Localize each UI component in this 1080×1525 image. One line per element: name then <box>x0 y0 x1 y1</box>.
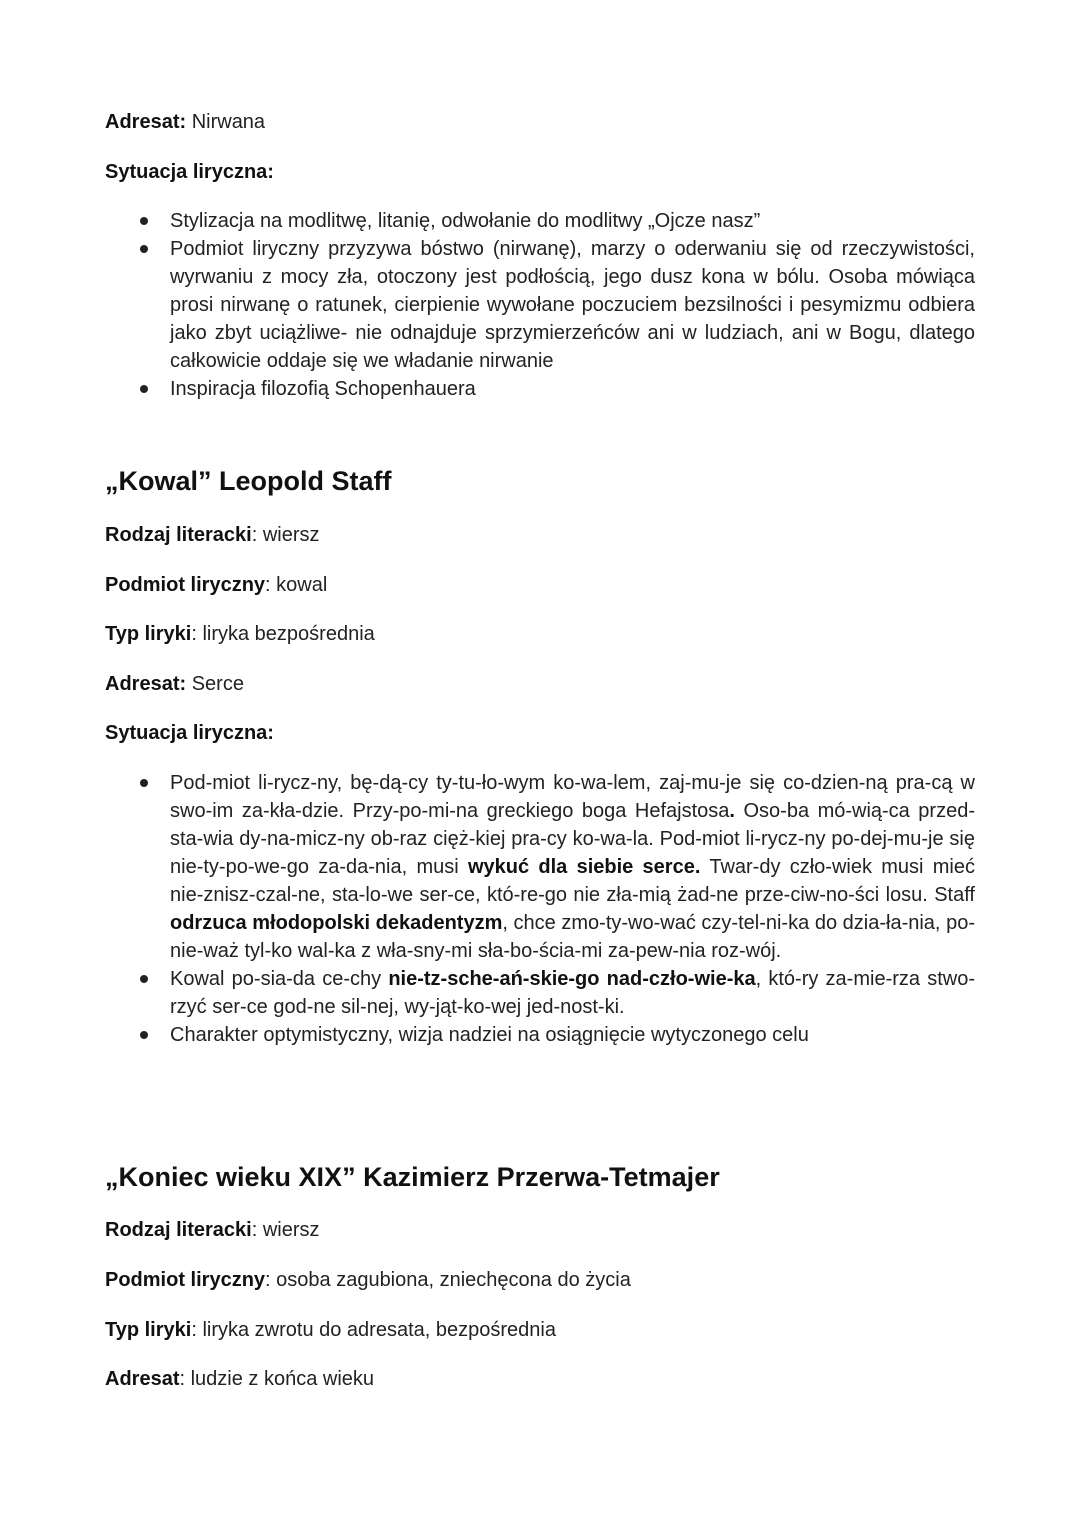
list-item: Charakter optymistyczny, wizja nadziei na osiągnięcie wytyczonego celu <box>105 1021 975 1049</box>
adresat-field <box>105 108 265 136</box>
podmiot-label: Podmiot liryczny <box>105 1269 266 1291</box>
koniec-rodzaj-field <box>105 1216 320 1244</box>
list-item: Inspiracja filozofią Schopenhauera <box>105 375 975 403</box>
kowal-typ-field <box>105 620 375 648</box>
sytuacja-label: Sytuacja liryczna: <box>105 722 274 744</box>
koniec-typ-field <box>105 1316 556 1344</box>
podmiot-value: : kowal <box>265 574 328 596</box>
koniec-adresat-field <box>105 1365 374 1393</box>
adresat-value: : ludzie z końca wieku <box>179 1368 375 1390</box>
rodzaj-value: : wiersz <box>251 1219 320 1241</box>
list-item: Kowal po-sia-da ce-chy nie-tz-sche-ań-skie-go nad-czło-wie-ka, któ-ry za-mie-rza stwo-rzyć ser-ce god-ne sil-nej, wy-jąt-ko-wej jed-nost-ki. <box>105 965 975 1021</box>
section-title-koniec: „Koniec wieku XIX” Kazimierz Przerwa-Tetmajer <box>105 1162 720 1192</box>
typ-value: : liryka bezpośrednia <box>191 623 375 645</box>
adresat-label: Adresat: <box>105 111 187 133</box>
kowal-adresat-field <box>105 670 244 698</box>
section-title-kowal: „Kowal” Leopold Staff <box>105 466 392 496</box>
podmiot-label: Podmiot liryczny <box>105 574 266 596</box>
kowal-sytuacja-heading <box>105 719 274 747</box>
list-item: Podmiot liryczny przyzywa bóstwo (nirwanę), marzy o oderwaniu się od rzeczywistości, wyrwaniu z mocy zła, otoczony jest podłością, jego dusz kona w bólu. Osoba mówiąca prosi nirwanę o ratunek, cierpienie wywołane poczuciem bezsilności i pesymizmu odbiera jako zbyt uciążliwe- nie odnajduje sprzymierzeńców ani w ludziach, ani w Bogu, dlatego całkowicie oddaje się we władanie nirwanie <box>105 235 975 375</box>
sytuacja-heading <box>105 158 274 186</box>
adresat-value: Nirwana <box>186 111 266 133</box>
rodzaj-label: Rodzaj literacki <box>105 524 252 546</box>
rodzaj-label: Rodzaj literacki <box>105 1219 252 1241</box>
kowal-sytuacja-list <box>105 769 975 1049</box>
adresat-label: Adresat <box>105 1368 180 1390</box>
typ-label: Typ liryki <box>105 623 192 645</box>
koniec-podmiot-field <box>105 1266 631 1294</box>
adresat-label: Adresat: <box>105 673 187 695</box>
kowal-rodzaj-field <box>105 521 320 549</box>
list-item: Pod-miot li-rycz-ny, bę-dą-cy ty-tu-ło-wym ko-wa-lem, zaj-mu-je się co-dzien-ną pra-cą w swo-im za-kła-dzie. Przy-po-mi-na greckiego boga Hefajstosa. Oso-ba mó-wią-ca przed-sta-wia dy-na-micz-ny ob-raz cięż-kiej pra-cy ko-wa-la. Pod-miot li-rycz-ny po-dej-mu-je się nie-ty-po-we-go za-da-nia, musi wykuć dla siebie serce. Twar-dy czło-wiek musi mieć nie-znisz-czal-ne, sta-lo-we ser-ce, któ-re-go nie zła-mią żad-ne prze-ciw-no-ści losu. Staff odrzuca młodopolski dekadentyzm, chce zmo-ty-wo-wać czy-tel-ni-ka do dzia-ła-nia, po-nie-waż tyl-ko wal-ka z wła-sny-mi sła-bo-ścia-mi za-pew-nia roz-wój. <box>105 769 975 965</box>
typ-value: : liryka zwrotu do adresata, bezpośrednia <box>191 1319 556 1341</box>
kowal-podmiot-field <box>105 571 327 599</box>
podmiot-value: : osoba zagubiona, zniechęcona do życia <box>265 1269 631 1291</box>
adresat-value: Serce <box>186 673 244 695</box>
typ-label: Typ liryki <box>105 1319 192 1341</box>
sytuacja-list <box>105 207 975 403</box>
sytuacja-label: Sytuacja liryczna: <box>105 161 274 183</box>
list-item: Stylizacja na modlitwę, litanię, odwołanie do modlitwy „Ojcze nasz” <box>105 207 975 235</box>
rodzaj-value: : wiersz <box>251 524 320 546</box>
